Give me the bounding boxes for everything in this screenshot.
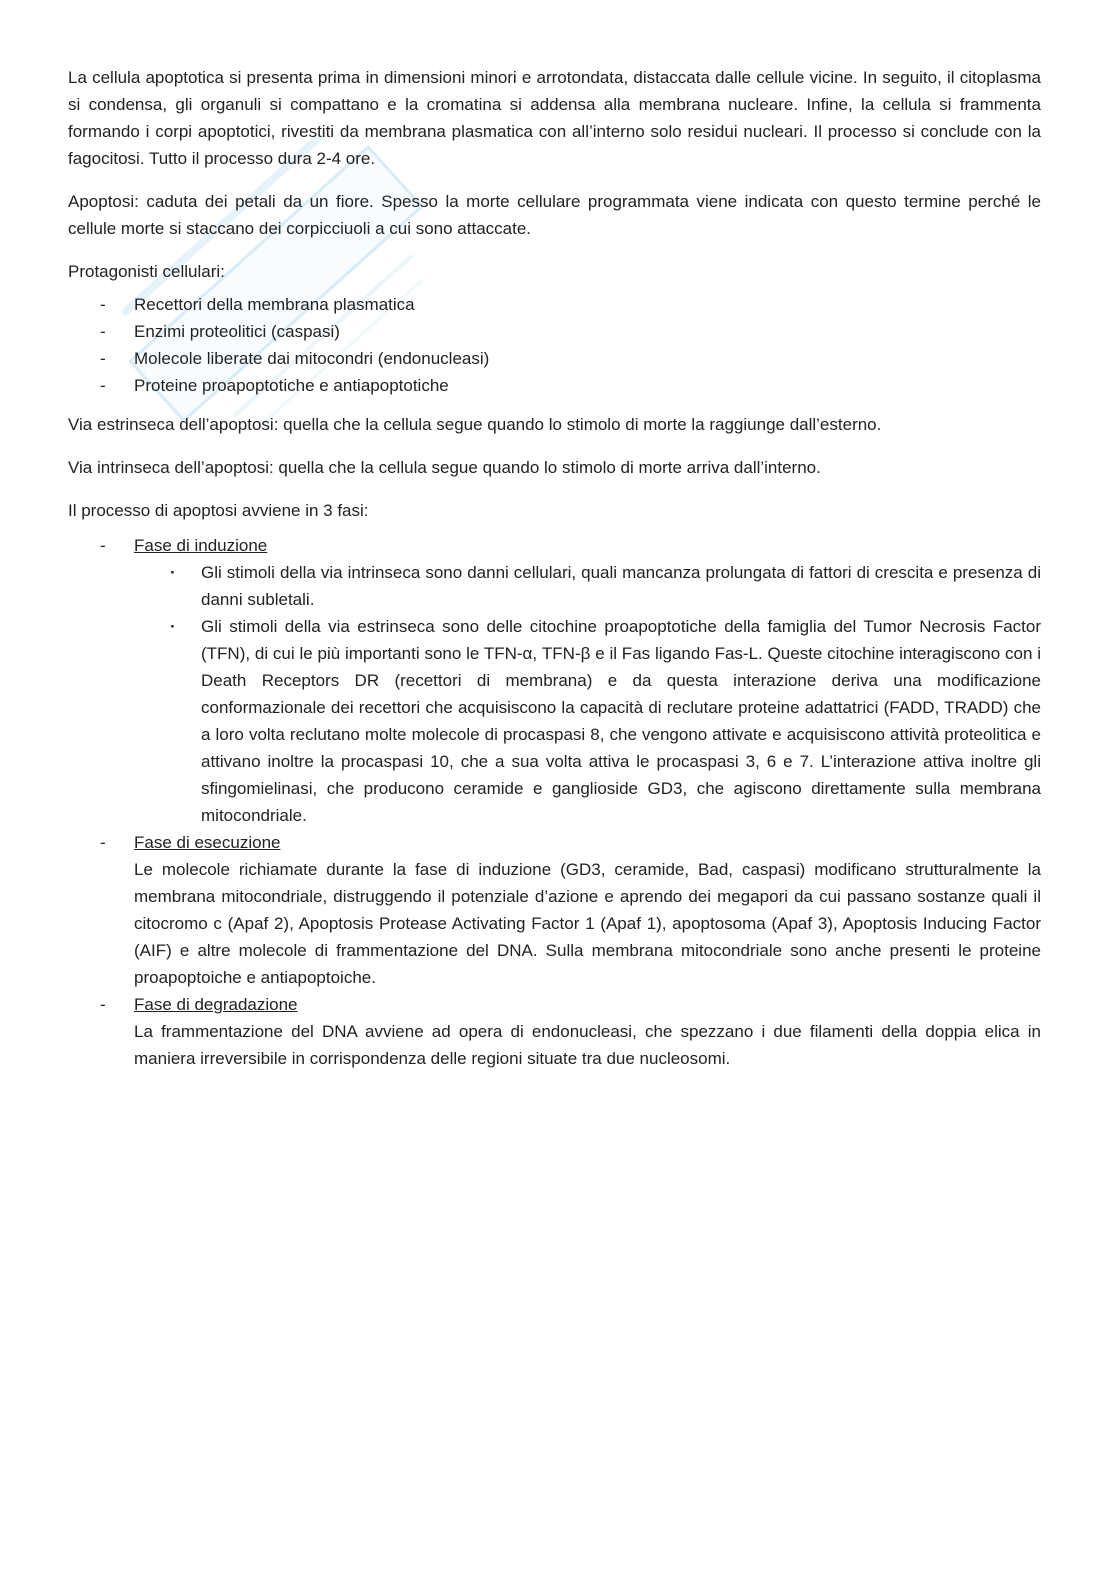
- list-item: · Gli stimoli della via intrinseca sono danni cellulari, quali mancanza prolungata di fattori di crescita e presenza di danni subletali.: [134, 559, 1041, 613]
- apoptosis-definition-paragraph: Apoptosi: caduta dei petali da un fiore. Spesso la morte cellulare programmata viene indicata con questo termine perché le cellule morte si staccano dei corpicciuoli a cui sono attaccate.: [68, 192, 1041, 238]
- list-item: - Proteine proapoptotiche e antiapoptotiche: [68, 372, 1041, 399]
- extrinsic-pathway-paragraph: Via estrinseca dell’apoptosi: quella che la cellula segue quando lo stimolo di morte la raggiunge dall’esterno.: [68, 415, 882, 434]
- list-item: · Gli stimoli della via estrinseca sono delle citochine proapoptotiche della famiglia del Tumor Necrosis Factor (TFN), di cui le più importanti sono le TFN-α, TFN-β e il Fas ligando Fas-L. Queste citochine interagiscono con i Death Receptors DR (recettori di membrana) e da questa interazione deriva una modificazione conformazionale dei recettori che acquisiscono la capacità di reclutare proteine adattatrici (FADD, TRADD) che a loro volta reclutano molte molecole di procaspasi 8, che vengono attivate e acquisiscono attività proteolitica e attivano inoltre la procaspasi 10, che a sua volta attiva le procaspasi 3, 6 e 7. L’interazione attiva inoltre gli sfingomielinasi, che producono ceramide e ganglioside GD3, che agiscono direttamente sulla membrana mitocondriale.: [134, 613, 1041, 829]
- document-body: [68, 64, 1041, 1088]
- phase-degradation-title: Fase di degradazione: [134, 995, 298, 1014]
- phase-degradation: [68, 991, 1041, 1072]
- intrinsic-pathway-paragraph: Via intrinseca dell’apoptosi: quella che la cellula segue quando lo stimolo di morte arriva dall’interno.: [68, 458, 821, 477]
- phases-list: [68, 532, 1041, 1072]
- list-item: - Recettori della membrana plasmatica: [68, 291, 1041, 318]
- phase-induction: [68, 532, 1041, 829]
- phases-heading: Il processo di apoptosi avviene in 3 fasi:: [68, 501, 369, 520]
- phase-induction-title: Fase di induzione: [134, 536, 268, 555]
- protagonists-list: [68, 291, 1041, 399]
- phase-degradation-body: La frammentazione del DNA avviene ad opera di endonucleasi, che spezzano i due filamenti della doppia elica in maniera irreversibile in corrispondenza delle regioni situate tra due nucleosomi.: [134, 1022, 1041, 1068]
- phase-execution: [68, 829, 1041, 991]
- induction-points-list: [134, 559, 1041, 829]
- phase-execution-title: Fase di esecuzione: [134, 833, 281, 852]
- list-item: - Enzimi proteolitici (caspasi): [68, 318, 1041, 345]
- phase-execution-body: Le molecole richiamate durante la fase di induzione (GD3, ceramide, Bad, caspasi) modificano strutturalmente la membrana mitocondriale, distruggendo il potenziale d’azione e aprendo dei megapori da cui passano sostanze quali il citocromo c (Apaf 2), Apoptosis Protease Activating Factor 1 (Apaf 1), apoptosoma (Apaf 3), Apoptosis Inducing Factor (AIF) e altre molecole di frammentazione del DNA. Sulla membrana mitocondriale sono anche presenti le proteine proapoptoiche e antiapoptoiche.: [134, 860, 1041, 987]
- list-item: - Molecole liberate dai mitocondri (endonucleasi): [68, 345, 1041, 372]
- intro-paragraph: La cellula apoptotica si presenta prima in dimensioni minori e arrotondata, distaccata dalle cellule vicine. In seguito, il citoplasma si condensa, gli organuli si compattano e la cromatina si addensa alla membrana nucleare. Infine, la cellula si frammenta formando i corpi apoptotici, rivestiti da membrana plasmatica con all’interno solo residui nucleari. Il processo si conclude con la fagocitosi. Tutto il processo dura 2-4 ore.: [68, 68, 1041, 168]
- protagonists-heading: Protagonisti cellulari:: [68, 262, 225, 281]
